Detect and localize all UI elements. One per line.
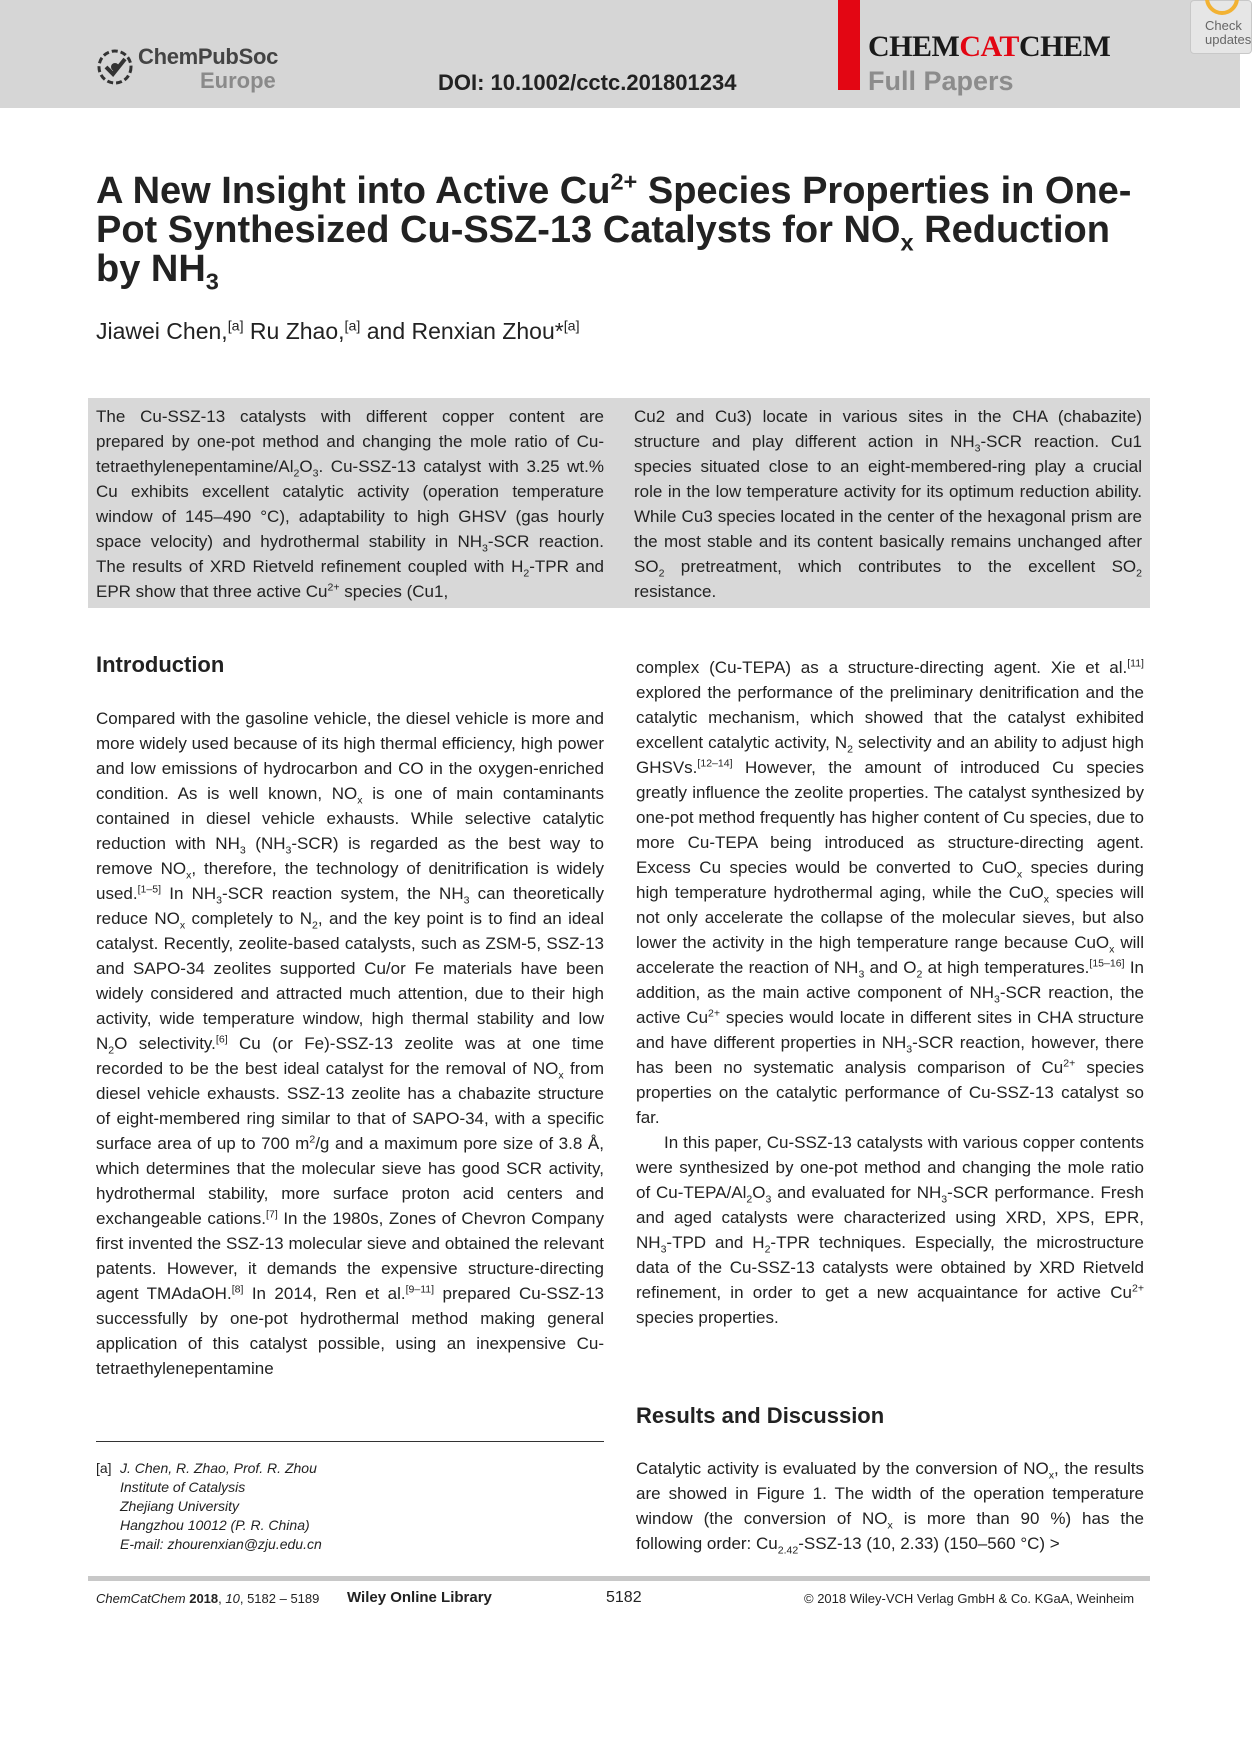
abstract-left-column: The Cu-SSZ-13 catalysts with different copper content are prepared by one-pot method and changing the mole ratio of $Cu-tetraethylenepentamine/Al_2O_3$. Cu-SSZ-13 catalyst with 3.25 wt.% Cu exhibits excellent catalytic activity (operation temperature window of 145–490 °C), adaptability to high GHSV (gas hourly space velocity) and hydrothermal stability in $NH_3$-SCR reaction. The results of XRD Rietveld refinement coupled with $H_2$-TPR and EPR show that three active $Cu^{2+}$ species (Cu1,	[96, 407, 605, 601]
intro-right-paragraph-1: complex (Cu-TEPA) as a structure-directing agent. Xie et al.[11] explored the performance of the preliminary denitrification and the catalytic mechanism, which showed that the catalyst exhibited excellent catalytic activity, $N_2$ selectivity and an ability to adjust high GHSVs.[12–14] However, the amount of introduced Cu species greatly influence the zeolite properties. The catalyst synthesized by one-pot method frequently has higher content of Cu species, due to more Cu-TEPA being introduced as structure-directing agent. Excess Cu species would be converted to CuO$_x$ species during high temperature hydrothermal aging, while the CuO$_x$ species will not only accelerate the collapse of the molecular sieves, but also lower the activity in the high temperature range because CuO$_x$ will accelerate the reaction of $NH_3$ and $O_2$ at high temperatures.[15–16] In addition, as the main active component of $NH_3$-SCR reaction, the active $Cu^{2+}$ species would locate in different sites in CHA structure and have different properties in $NH_3$-SCR reaction, however, there has been no systematic analysis comparison of $Cu^{2+}$ species properties on the catalytic performance of Cu-SSZ-13 catalyst so far.	[636, 657, 1145, 1127]
results-heading: Results and Discussion	[636, 1403, 885, 1428]
journal-name-part2: CAT	[959, 30, 1019, 63]
publisher-line2: Europe	[200, 68, 276, 93]
article-title: A New Insight into Active $Cu^{2+}$ Species Properties in One-Pot Synthesized Cu-SSZ-13 Catalysts for $NO_x$ Reduction by $NH_3$	[96, 168, 1132, 295]
introduction-right-text	[636, 655, 1144, 1330]
check-updates-button[interactable]	[1190, 0, 1252, 54]
citation-footer: ChemCatChem 2018, 10, 5182 – 5189	[96, 1591, 320, 1606]
intro-right-paragraph-2: In this paper, Cu-SSZ-13 catalysts with various copper contents were synthesized by one-pot method and changing the mole ratio of $Cu-TEPA/Al_2O_3$ and evaluated for $NH_3$-SCR performance. Fresh and aged catalysts were characterized using XRD, XPS, EPR, $NH_3$-TPD and $H_2$-TPR techniques. Especially, the microstructure data of the Cu-SSZ-13 catalysts were obtained by XRD Rietveld refinement, in order to get a new acquaintance for active $Cu^{2+}$ species properties.	[636, 1133, 1144, 1327]
chempubsoc-logo-icon	[96, 48, 134, 86]
journal-name	[868, 30, 1110, 64]
affiliation-footnote	[96, 1459, 604, 1554]
journal-name-part1: CHEM	[868, 30, 960, 63]
footnote-tag: [a]	[96, 1460, 112, 1476]
journal-name-part3: CHEM	[1018, 30, 1111, 63]
footnote-line: J. Chen, R. Zhao, Prof. R. Zhou	[120, 1460, 317, 1476]
abstract-right-column: Cu2 and Cu3) locate in various sites in the CHA (chabazite) structure and play different action in $NH_3$-SCR reaction. Cu1 species situated close to an eight-membered-ring play a crucial role in the low temperature activity for its optimum reduction ability. While Cu3 species located in the center of the hexagonal prism are the most stable and its content basically remains unchanged after $SO_2$ pretreatment, which contributes to the excellent $SO_2$ resistance.	[634, 407, 1143, 601]
footnote-divider	[96, 1441, 604, 1442]
author-list: Jiawei Chen,[a] Ru Zhao,[a] and Renxian Zhou*[a]	[96, 318, 580, 344]
intro-paragraph: Compared with the gasoline vehicle, the diesel vehicle is more and more widely used because of its high thermal efficiency, high power and low emissions of hydrocarbon and CO in the oxygen-enriched condition. As is well known, $NO_x$ is one of main contaminants contained in diesel vehicle exhausts. While selective catalytic reduction with $NH_3$ $(NH_3-SCR)$ is regarded as the best way to remove $NO_x$, therefore, the technology of denitrification is widely used.[1–5] In $NH_3$-SCR reaction system, the $NH_3$ can theoretically reduce $NO_x$ completely to $N_2$, and the key point is to find an ideal catalyst. Recently, zeolite-based catalysts, such as ZSM-5, SSZ-13 and SAPO-34 zeolites supported Cu/or Fe materials have been widely considered and attracted much attention, due to their high activity, wide temperature window, high thermal stability and low $N_2O$ selectivity.[6] Cu (or Fe)-SSZ-13 zeolite was at one time recorded to be the best ideal catalyst for the removal of $NO_x$ from diesel vehicle exhausts. SSZ-13 zeolite has a chabazite structure of eight-membered ring similar to that of SAPO-34, with a specific surface area of up to 700 $m^2/g$ and a maximum pore size of 3.8 Å, which determines that the molecular sieve has good SCR activity, hydrothermal stability, more surface proton acid centers and exchangeable cations.[7] In the 1980s, Zones of Chevron Company first invented the SSZ-13 molecular sieve and obtained the relevant patents. However, it demands the expensive structure-directing agent TMAdaOH.[8] In 2014, Ren et al.[9–11] prepared Cu-SSZ-13 successfully by one-pot hydrothermal method making general application of this catalyst possible, using an inexpensive Cu-tetraethylenepentamine	[96, 709, 605, 1378]
accent-bar	[838, 0, 860, 90]
section-label: Full Papers	[868, 66, 1014, 96]
footnote-email[interactable]: E-mail: zhourenxian@zju.edu.cn	[120, 1536, 322, 1552]
check-updates-label: Check updates	[1205, 18, 1252, 47]
page-number: 5182	[606, 1589, 642, 1606]
introduction-heading: Introduction	[96, 652, 225, 677]
results-paragraph: Catalytic activity is evaluated by the conversion of $NO_x$, the results are showed in Figure 1. The width of the operation temperature window (the conversion of $NO_x$ is more than 90 %) has the following order: $Cu_{2.42}-SSZ-13$ (10, 2.33) (150–560 °C) >	[636, 1459, 1145, 1557]
publisher-line1: ChemPubSoc	[138, 44, 279, 69]
update-icon	[1205, 0, 1239, 15]
copyright-notice: © 2018 Wiley-VCH Verlag GmbH & Co. KGaA, Weinheim	[804, 1591, 1135, 1606]
journal-header	[0, 0, 1252, 108]
wiley-online-library-link[interactable]: Wiley Online Library	[347, 1589, 492, 1606]
introduction-left-text	[96, 706, 604, 1381]
doi-label[interactable]: DOI: 10.1002/cctc.201801234	[438, 70, 737, 95]
footnote-line: Zhejiang University	[120, 1498, 240, 1514]
footnote-line: Hangzhou 10012 (P. R. China)	[120, 1517, 310, 1533]
results-text	[636, 1456, 1144, 1556]
footer-divider	[88, 1576, 1150, 1581]
footnote-line: Institute of Catalysis	[120, 1479, 246, 1495]
